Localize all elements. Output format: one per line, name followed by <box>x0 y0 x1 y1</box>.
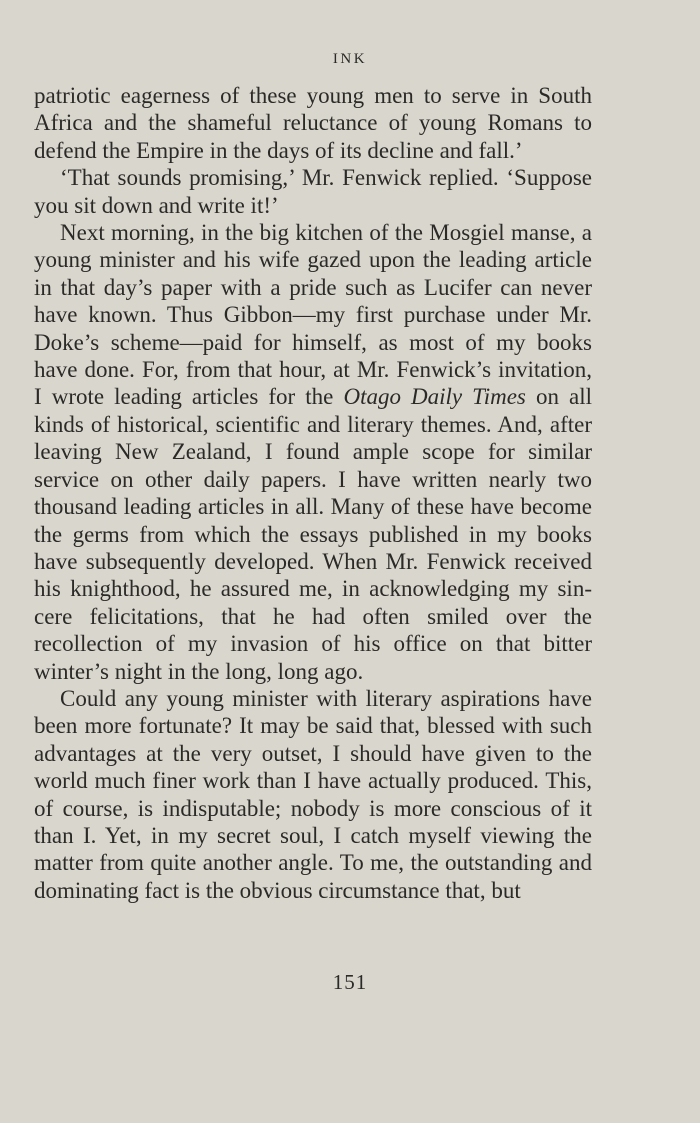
paragraph-3 <box>34 219 592 685</box>
paragraph-text: patriotic eagerness of these young men to serve in South Africa and the shameful reluctance of young Romans to defend the Empire in the days of its decline and fall.’ <box>34 83 592 163</box>
paragraph-2 <box>34 164 592 219</box>
running-head: INK <box>332 51 368 67</box>
paragraph-text: Next morning, in the big kitchen of the Mosgiel manse, a young minister and his wife gazed upon the leading article in that day’s paper with a pride such as Lucifer can never have known. Thus Gibbon—my first purchase under Mr. Doke’s scheme—paid for himself, as most of my books have done. For, from that hour, at Mr. Fenwick’s invitation, I wrote leading articles for the <box>34 220 592 410</box>
paragraph-4 <box>34 685 592 904</box>
paragraph-1 <box>34 82 592 164</box>
page-number: 151 <box>332 970 368 994</box>
newspaper-title: Otago Daily Times <box>343 384 526 410</box>
body-text <box>34 82 592 904</box>
paragraph-text: ‘That sounds promising,’ Mr. Fenwick replied. ‘Suppose you sit down and write it!’ <box>34 165 592 218</box>
paragraph-text: on all kinds of historical, scientific and literary themes. And, after leaving New Zealand, I found ample scope for similar service on other daily papers. I have written nearly two thousand leading articles in all. Many of these have become the germs from which the essays published in my books have subsequently developed. When Mr. Fenwick received his knighthood, he assured me, in acknowledging my sincere felicitations, that he had often smiled over the recollection of my invasion of his office on that bitter winter’s night in the long, long ago. <box>34 384 592 684</box>
paragraph-text: Could any young minister with literary aspirations have been more fortunate? It may be said that, blessed with such advantages at the very outset, I should have given to the world much finer work than I have actually produced. This, of course, is indisputable; nobody is more conscious of it than I. Yet, in my secret soul, I catch myself viewing the matter from quite another angle. To me, the outstanding and dominating fact is the obvious circumstance that, but <box>34 685 592 903</box>
